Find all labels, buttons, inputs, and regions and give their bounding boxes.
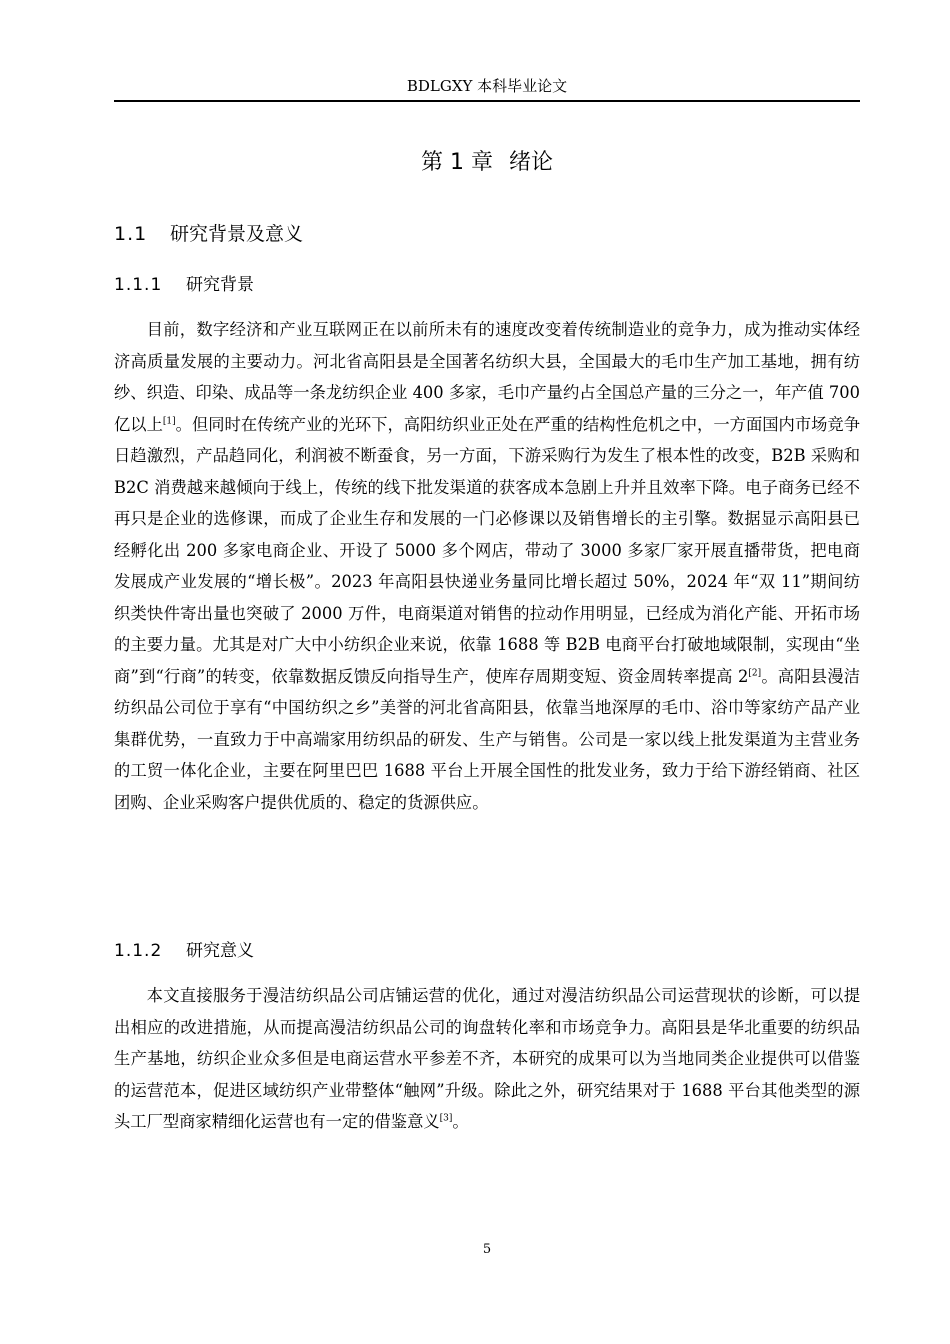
page-number: 5: [482, 1242, 492, 1257]
subsection-number: 1.1.2: [114, 941, 163, 961]
subsection-number: 1.1.1: [114, 275, 163, 295]
subsection-heading-background: [114, 272, 254, 298]
body-paragraph-background: 目前，数字经济和产业互联网正在以前所未有的速度改变着传统制造业的竞争力，成为推动实体经济高质量发展的主要动力。河北省高阳县是全国著名纺织大县，全国最大的毛巾生产加工基地，拥有纺纱、织造、印染、成品等一条龙纺织企业 400 多家，毛巾产量约占全国总产量的三分之一，年产值 700 亿以上[1]。但同时在传统产业的光环下，高阳纺织业正处在严重的结构性危机之中，一方面国内市场竞争日趋激烈，产品趋同化，利润被不断蚕食，另一方面，下游采购行为发生了根本性的改变，B2B 采购和 B2C 消费越来越倾向于线上，传统的线下批发渠道的获客成本急剧上升并且效率下降。电子商务已经不再只是企业的选修课，而成了企业生存和发展的一门必修课以及销售增长的主引擎。数据显示高阳县已经孵化出 200 多家电商企业、开设了 5000 多个网店，带动了 3000 多家厂家开展直播带货，把电商发展成产业发展的“增长极”。2023 年高阳县快递业务量同比增长超过 50%，2024 年“双 11”期间纺织类快件寄出量也突破了 2000 万件，电商渠道对销售的拉动作用明显，已经成为消化产能、开拓市场的主要力量。尤其是对广大中小纺织企业来说，依靠 1688 等 B2B 电商平台打破地域限制，实现由“坐商”到“行商”的转变，依靠数据反馈反向指导生产，使库存周期变短、资金周转率提高 2[2]。高阳县漫洁纺织品公司位于享有“中国纺织之乡”美誉的河北省高阳县，依靠当地深厚的毛巾、浴巾等家纺产品产业集群优势，一直致力于中高端家用纺织品的研发、生产与销售。公司是一家以线上批发渠道为主营业务的工贸一体化企业，主要在阿里巴巴 1688 平台上开展全国性的批发业务，致力于给下游经销商、社区团购、企业采购客户提供优质的、稳定的货源供应。: [114, 320, 860, 812]
subsection-heading-significance: [114, 938, 254, 964]
section-number: 1.1: [114, 223, 148, 245]
section-heading: [114, 220, 303, 248]
subsection-title: 研究背景: [186, 275, 254, 295]
chapter-number: 第 1 章: [421, 150, 493, 175]
citation-3[interactable]: [3]: [439, 1113, 453, 1124]
running-header: BDLGXY 本科毕业论文: [406, 77, 568, 95]
header-rule: [114, 100, 860, 102]
citation-2[interactable]: [2]: [748, 668, 762, 679]
chapter-name: 绪论: [508, 150, 553, 175]
chapter-title: [114, 148, 860, 178]
subsection-title: 研究意义: [186, 941, 254, 961]
body-paragraph-significance: 本文直接服务于漫洁纺织品公司店铺运营的优化，通过对漫洁纺织品公司运营现状的诊断，可以提出相应的改进措施，从而提高漫洁纺织品公司的询盘转化率和市场竞争力。高阳县是华北重要的纺织品生产基地，纺织企业众多但是电商运营水平参差不齐，本研究的成果可以为当地同类企业提供可以借鉴的运营范本，促进区域纺织产业带整体“触网”升级。除此之外，研究结果对于 1688 平台其他类型的源头工厂型商家精细化运营也有一定的借鉴意义[3]。: [114, 986, 860, 1131]
section-title: 研究背景及意义: [170, 223, 304, 245]
citation-1[interactable]: [1]: [162, 416, 176, 427]
